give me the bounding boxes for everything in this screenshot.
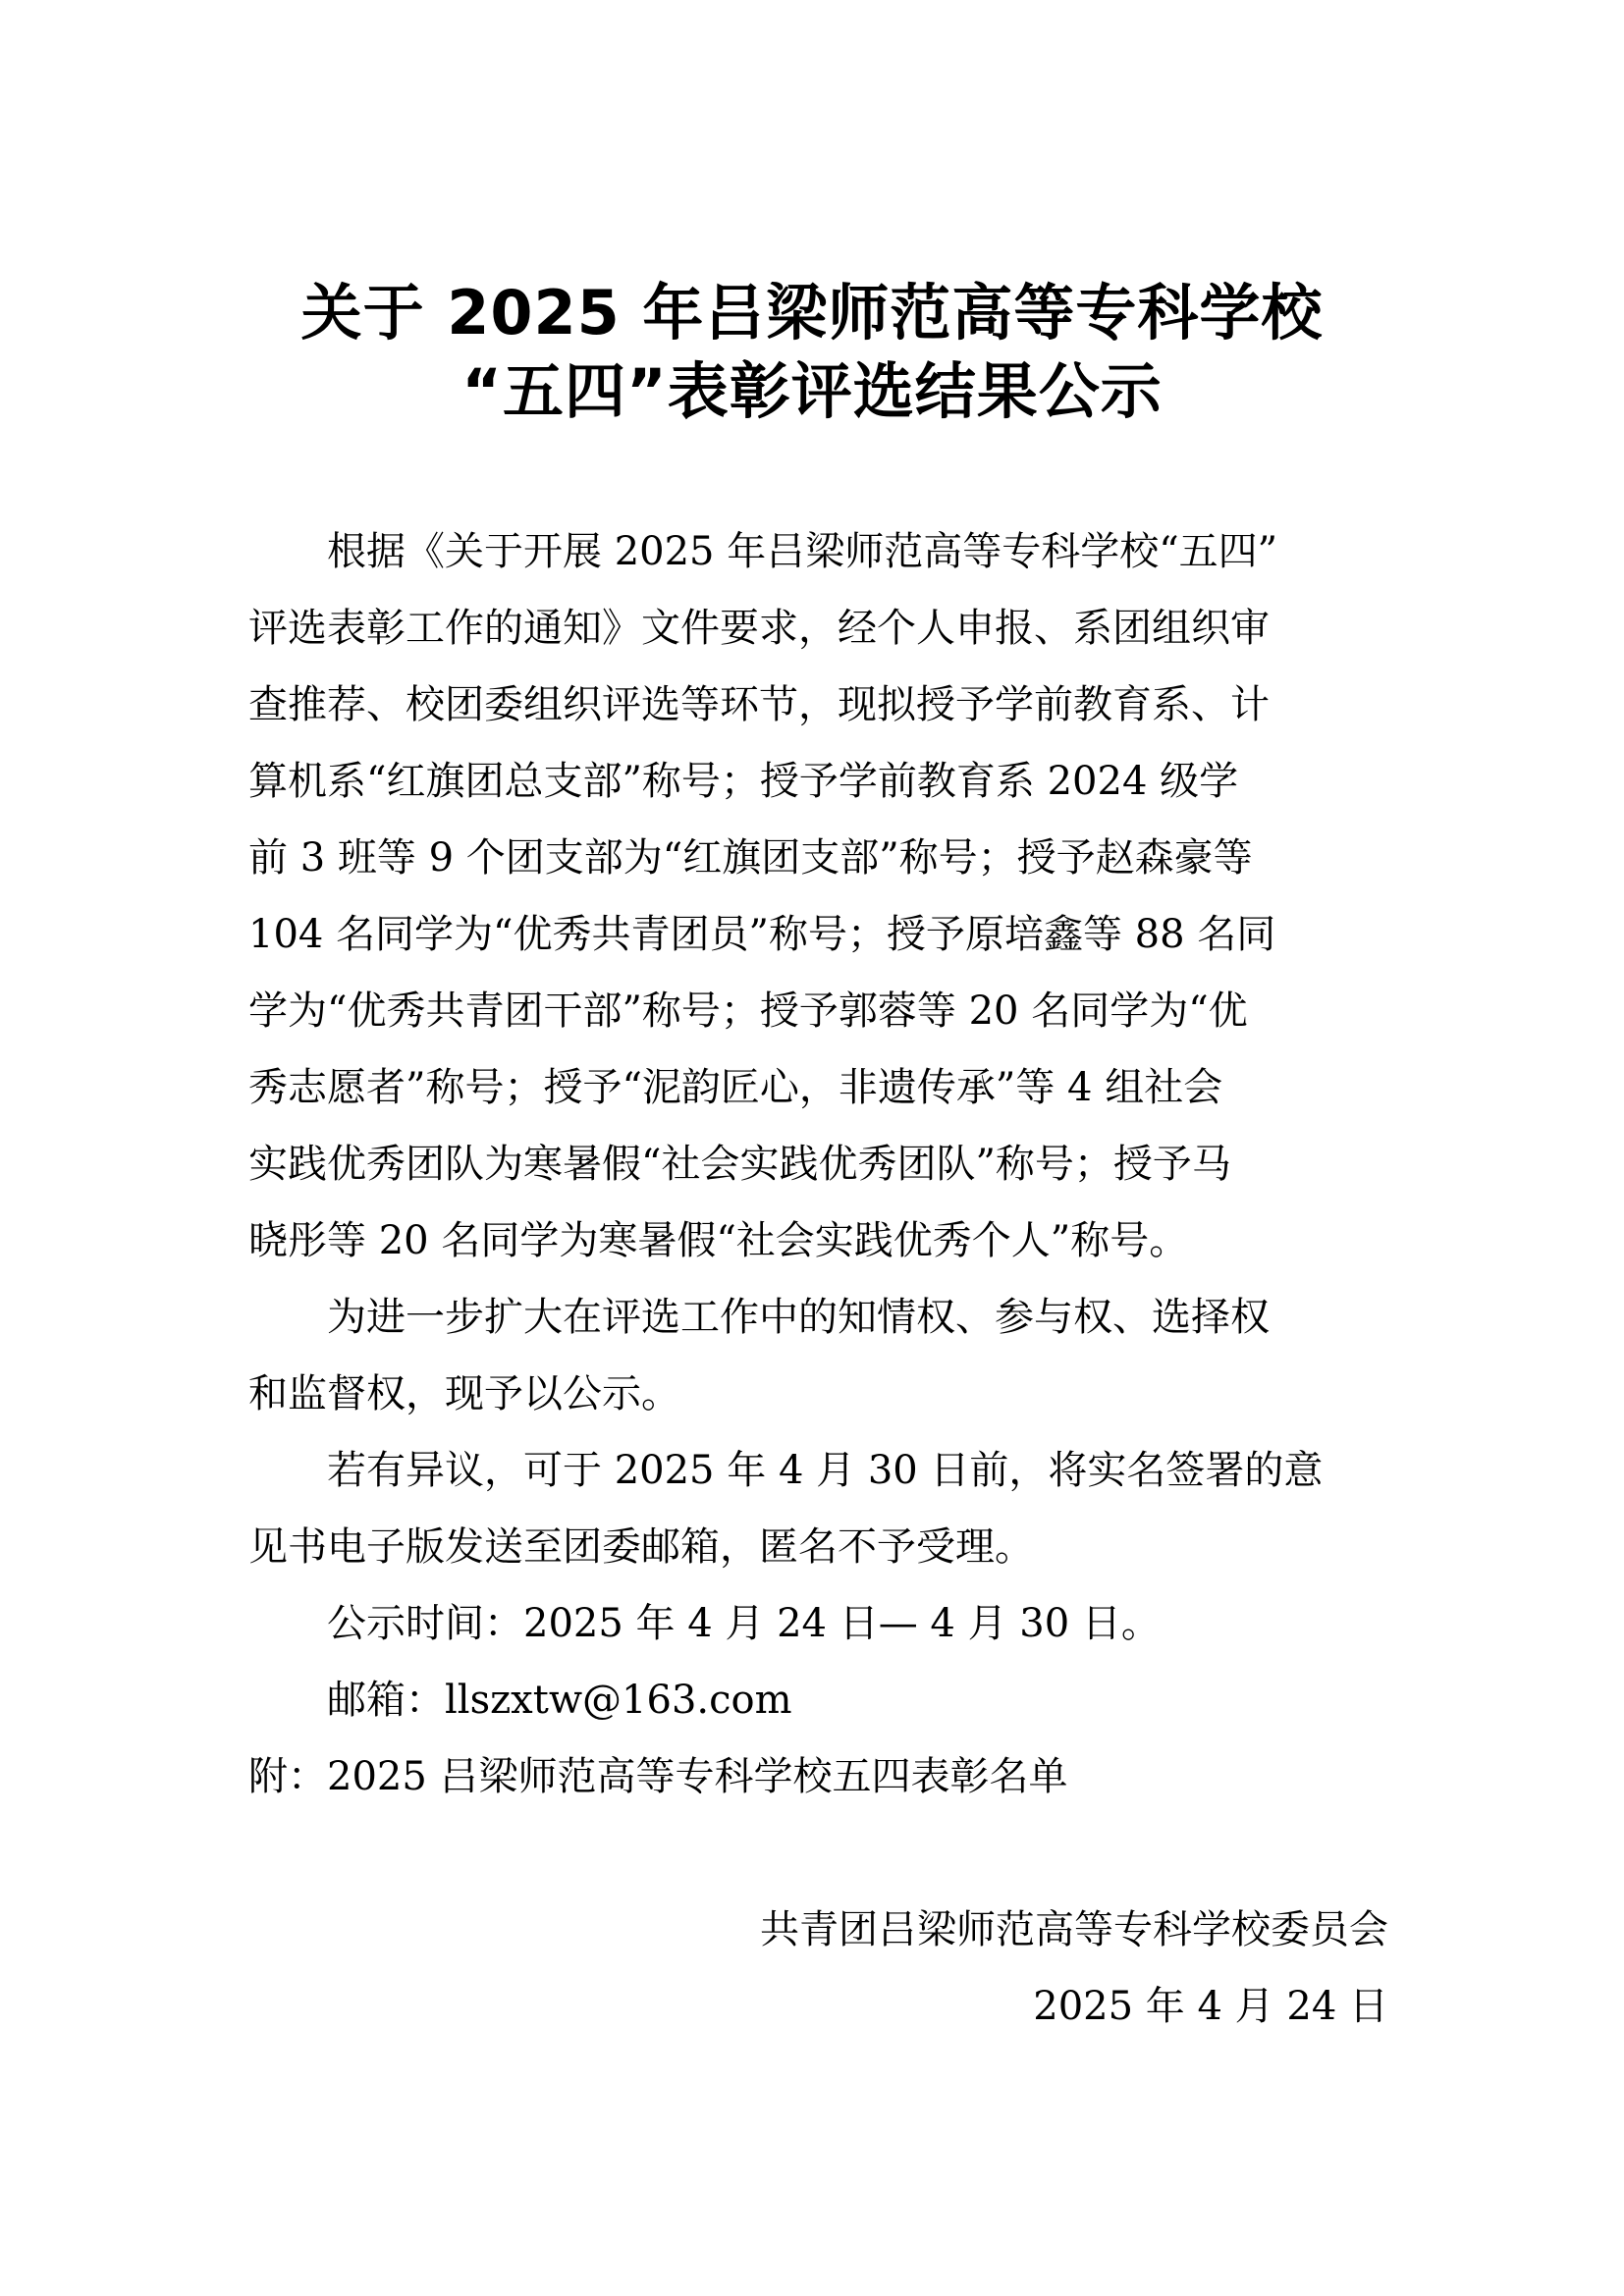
paragraph-1-line-10: 晓彤等 20 名同学为寒暑假“社会实践优秀个人”称号。 [248, 1218, 1189, 1263]
paragraph-1-line-8: 秀志愿者”称号；授予“泥韵匠心，非遗传承”等 4 组社会 [248, 1065, 1223, 1110]
publicity-time: 公示时间：2025 年 4 月 24 日— 4 月 30 日。 [248, 1601, 1161, 1646]
signature-organization: 共青团吕梁师范高等专科学校委员会 [760, 1907, 1388, 1952]
paragraph-3-line-2: 见书电子版发送至团委邮箱，匿名不予受理。 [248, 1524, 1034, 1570]
document-title-line-1: 关于 2025 年吕梁师范高等专科学校 [300, 277, 1324, 348]
paragraph-3-line-1: 若有异议，可于 2025 年 4 月 30 日前，将实名签署的意 [248, 1448, 1324, 1493]
paragraph-1-line-6: 104 名同学为“优秀共青团员”称号；授予原培鑫等 88 名同 [248, 912, 1276, 957]
email-line: 邮箱：llszxtw@163.com [248, 1678, 792, 1723]
paragraph-1-line-1: 根据《关于开展 2025 年吕梁师范高等专科学校“五四” [248, 529, 1278, 574]
paragraph-1-line-3: 查推荐、校团委组织评选等环节，现拟授予学前教育系、计 [248, 682, 1270, 727]
paragraph-2-line-1: 为进一步扩大在评选工作中的知情权、参与权、选择权 [248, 1295, 1270, 1340]
signature-date: 2025 年 4 月 24 日 [1033, 1984, 1388, 2029]
paragraph-1-line-4: 算机系“红旗团总支部”称号；授予学前教育系 2024 级学 [248, 759, 1239, 804]
paragraph-1-line-9: 实践优秀团队为寒暑假“社会实践优秀团队”称号；授予马 [248, 1142, 1231, 1187]
document-title-line-2: “五四”表彰评选结果公示 [461, 355, 1163, 427]
paragraph-1-line-7: 学为“优秀共青团干部”称号；授予郭蓉等 20 名同学为“优 [248, 988, 1248, 1034]
paragraph-2-line-2: 和监督权，现予以公示。 [248, 1371, 680, 1416]
paragraph-1-line-5: 前 3 班等 9 个团支部为“红旗团支部”称号；授予赵森豪等 [248, 835, 1253, 881]
attachment-note: 附：2025 吕梁师范高等专科学校五四表彰名单 [248, 1754, 1068, 1799]
paragraph-1-line-2: 评选表彰工作的通知》文件要求，经个人申报、系团组织审 [248, 606, 1270, 651]
